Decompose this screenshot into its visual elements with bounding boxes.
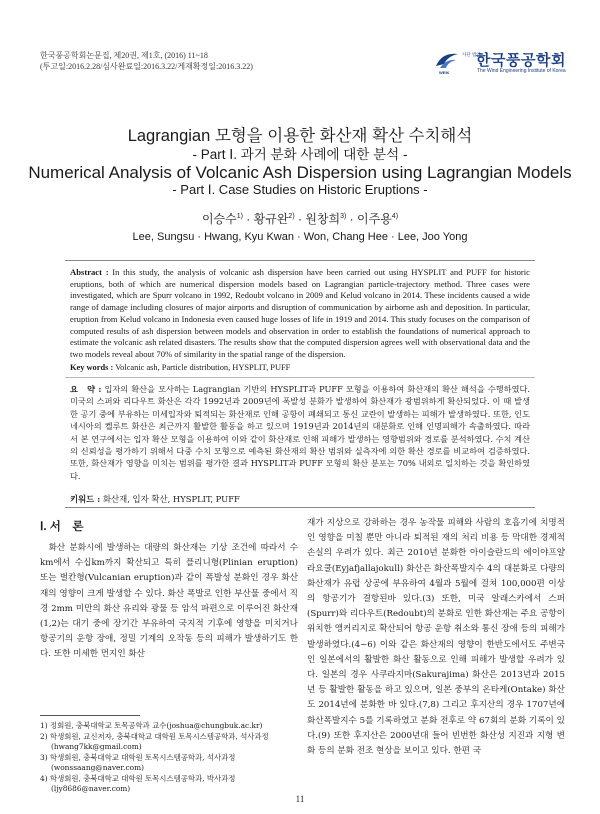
divider bbox=[65, 507, 535, 508]
korean-subtitle: - Part Ⅰ. 과거 분화 사례에 대한 분석 - bbox=[192, 147, 408, 162]
korean-abstract-label: 요 약 : bbox=[70, 384, 102, 394]
footnote-divider bbox=[40, 715, 140, 716]
korean-keywords-text: 화산재, 입자 확산, HYSPLIT, PUFF bbox=[102, 494, 240, 504]
footnote: 1) 정회원, 충북대학교 토목공학과 교수(joshua@chungbuk.ac.kr) bbox=[40, 721, 263, 730]
journal-citation: 한국풍공학회논문집, 제20권, 제1호, (2016) 11~18 bbox=[40, 51, 208, 60]
author-mark: 4) bbox=[391, 213, 399, 220]
logo-small-label: 사단 법인 bbox=[462, 52, 481, 57]
footnotes bbox=[40, 721, 298, 795]
footnote: 4) 학생회원, 충북대학교 대학원 토목시스템공학과, 박사과정 (ljy8686@naver.com) bbox=[40, 773, 236, 793]
footnote: 3) 학생회원, 충북대학교 대학원 토목시스템공학과, 석사과정 (wonssaang@naver.com) bbox=[40, 752, 236, 772]
page-number: 11 bbox=[295, 794, 305, 804]
author-name: 이주용 bbox=[357, 212, 392, 226]
author-name: 황규완 bbox=[253, 212, 289, 226]
english-abstract bbox=[70, 267, 530, 361]
english-keywords bbox=[70, 363, 530, 372]
abstract-label: Abstract : bbox=[70, 267, 109, 277]
abstract-text: In this study, the analysis of volcanic ash dispersion have been carried out using HYSPLIT and PUFF for historic eruptions, both of which are numerical dispersion models based on Lagrangian particle-trajectory method. Three cases were investigated, which are Spurr volcano in 1992, Redoubt volcano in 2009 and Kelud volcano in 2014. These incidents caused a wide range of damage including closures of major airports and disruption of communication by airborne ash and deposition. In particular, eruption from Kelud volcano in Indonesia even caused huge losses of life in 1919 and 2014. This study focuses on the comparison of computed results of ash dispersion between models and observation in order to establish the foundations of numerical approach to estimate the volcanic ash related disasters. The results show that the computed dispersion agrees well with observational data and the two models reveal about 70% of similarity in the spatial range of the dispersion. bbox=[70, 267, 530, 359]
society-logo bbox=[434, 48, 574, 78]
journal-info bbox=[40, 50, 253, 72]
korean-abstract bbox=[70, 383, 530, 482]
english-title: Numerical Analysis of Volcanic Ash Dispersion using Lagrangian Models bbox=[28, 163, 572, 182]
logo-abbr: WEIK bbox=[439, 70, 450, 75]
korean-keywords bbox=[70, 493, 530, 505]
logo-english-name: The Wind Engineering Institute of Korea bbox=[477, 68, 566, 74]
korean-abstract-text: 입자의 확산을 모사하는 Lagrangian 기반의 HYSPLIT과 PUFF 모형을 이용하여 화산재의 확산 해석을 수행하였다. 미국의 스퍼와 리다우트 화산은 각각 1992년과 2009년에 폭발성 분화가 발생하여 화산재가 광범위하게 확산되었다. 이 때 발생한 공기 중에 부유하는 미세입자와 퇴적되는 화산재로 인해 공항이 폐쇄되고 통신 교란이 발생하는 피해가 발생하였다. 또한, 인도네시아의 켈루트 화산은 최근까지 활발한 활동을 하고 있으며 1919년과 2014년의 대분화로 인해 인명피해가 속출하였다. 따라서 본 연구에서는 입자 확산 모형을 이용하여 이와 같이 화산재로 인해 피해가 발생하는 영향범위와 경로를 분석하였다. 수치 계산의 신뢰성을 평가하기 위해서 다중 수치 모형으로 예측된 화산재의 확산 범위와 실측자에 의한 확산 경로를 비교하여 검증하였다. 또한, 화산재가 영향을 미치는 범위를 평가한 결과 HYSPLIT과 PUFF 모형의 확산 분포는 70% 내외로 일치하는 것을 확인하였다. bbox=[70, 384, 530, 481]
wind-emblem-icon bbox=[434, 50, 460, 72]
body-column-left: 화산 분화시에 발생하는 대량의 화산재는 기상 조건에 따라서 수km에서 수십km까지 확산되고 특히 플리니형(Plinian eruption) 또는 벌칸형(Vulcanian eruption)과 같이 폭발성 분화인 경우 화산재의 영향이 크게 발생할 수 있다. 화산 폭발로 인한 부산물 중에서 직경 2mm 미만의 화산 유리와 광물 등 암석 파편으로 이루어진 화산재(1,2)는 대기 중에 장기간 부유하여 국지적 기후에 영향을 미치거나 항공기의 운항 장애, 정밀 기계의 오작동 등의 피해가 발생하기도 한다. 또한 미세한 먼지인 화산 bbox=[40, 543, 298, 660]
english-subtitle: - Part Ⅰ. Case Studies on Historic Eruptions - bbox=[172, 182, 428, 197]
footnote: 2) 학생회원, 교신저자, 충북대학교 대학원 토목시스템공학과, 석사과정 (hwang7kk@gmail.com) bbox=[40, 731, 269, 751]
keywords-label: Key words : bbox=[70, 363, 114, 372]
section-heading: Ⅰ. 서 론 bbox=[40, 521, 84, 533]
body-column-right: 재가 지상으로 강하하는 경우 농작물 피해와 사람의 호흡기에 치명적인 영향을 미칠 뿐만 아니라 퇴적된 재의 처리 비용 등 막대한 경제적 손실의 우려가 있다. 최근 2010년 분화한 아이슬란드의 에이야프얄라요쿨(Eyjafjallajokull) 화산은 화산폭발지수 4의 대분화로 다량의 화산재가 유럽 상공에 부유하여 4월과 5월에 걸쳐 100,000편 이상의 항공기가 결항된바 있다.(3) 또한, 미국 알래스카에서 스퍼(Spurr)와 리다우트(Redoubt)의 분화로 인한 화산재는 주요 공항이 위치한 앵커리지로 확산되어 항공 운항 취소와 통신 장애 등의 피해가 발생하였다.(4~6) 이와 같은 화산재의 영향이 한반도에서도 주변국인 일본에서의 활발한 화산 활동으로 인해 피해가 발생할 우려가 있다. 일본의 경우 사쿠라지마(Sakurajima) 화산은 2013년과 2015년 등 활발한 활동을 하고 있으며, 일본 중부의 온타케(Ontake) 화산도 2014년에 분화한 바 있다.(7,8) 그리고 후지산의 경우 1707년에 화산폭발지수 5를 기록하였고 분화 전후로 약 67회의 분화 기록이 있다.(9) 또한 후지산은 2000년대 들어 빈번한 화산성 지진과 지형 변화 등의 분화 전조 현상을 보이고 있다. 한편 국 bbox=[307, 518, 565, 757]
author-name: 원창희 bbox=[305, 212, 341, 226]
korean-keywords-label: 키워드 : bbox=[70, 494, 101, 504]
divider bbox=[65, 377, 535, 378]
author-name: 이승수 bbox=[201, 212, 237, 226]
korean-title: Lagrangian 모형을 이용한 화산재 확산 수치해석 bbox=[127, 127, 473, 145]
author-mark: 3) bbox=[340, 213, 347, 220]
logo-korean-name: 한국풍공학회 bbox=[476, 52, 566, 69]
keywords-text: Volcanic ash, Particle distribution, HYSPLIT, PUFF bbox=[115, 363, 291, 372]
english-authors: Lee, Sungsu · Hwang, Kyu Kwan · Won, Chang Hee · Lee, Joo Yong bbox=[132, 231, 468, 243]
author-mark: 2) bbox=[288, 213, 295, 220]
submission-dates: (투고일:2016.2.28/심사완료일:2016.3.22/게재확정일:2016.3.22) bbox=[40, 62, 253, 71]
korean-authors: 이승수$^{1)}$ · 황규완$^{2)}$ · 원창희$^{3)}$ · 이주용$^{4)}$ bbox=[201, 212, 399, 226]
author-mark: 1) bbox=[236, 213, 243, 220]
divider bbox=[65, 260, 535, 261]
